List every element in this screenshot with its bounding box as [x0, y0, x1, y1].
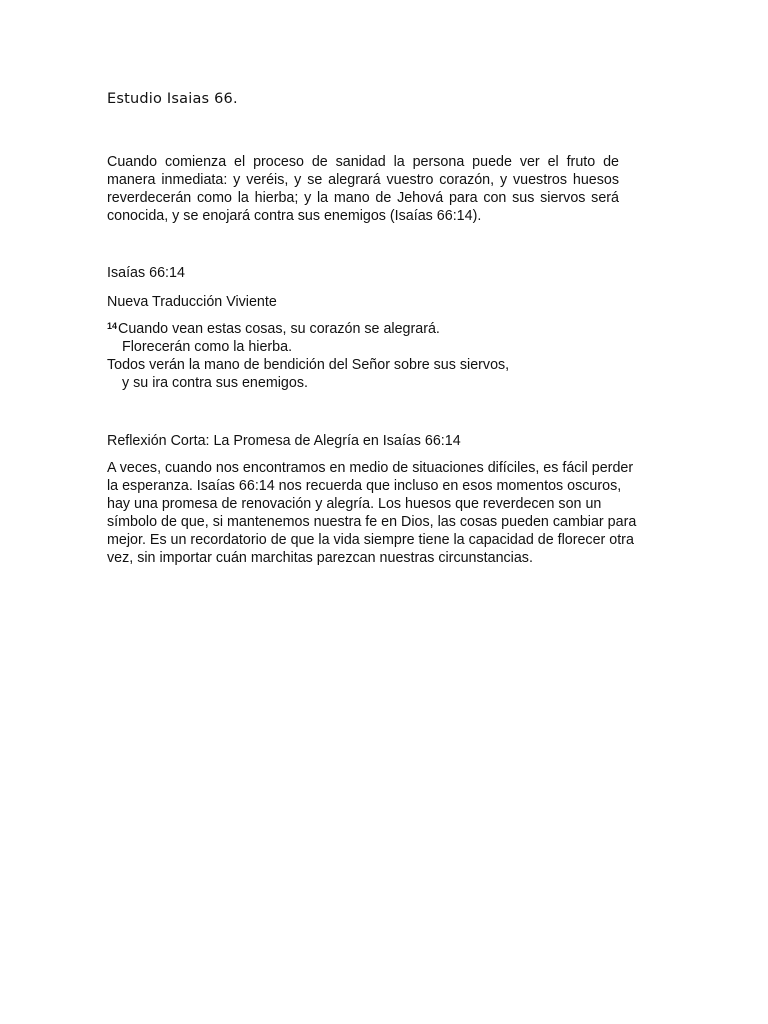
verse-number: 14: [107, 321, 118, 331]
verse-block: [107, 320, 509, 392]
reflection-line: mejor. Es un recordatorio de que la vida siempre tiene la capacidad de florecer otra: [107, 532, 634, 548]
document-title: Estudio Isaias 66.: [107, 91, 238, 107]
reflection-line: hay una promesa de renovación y alegría. Los huesos que reverdecen son un: [107, 496, 602, 512]
reflection-heading: Reflexión Corta: La Promesa de Alegría en Isaías 66:14: [107, 433, 461, 449]
reflection-line: la esperanza. Isaías 66:14 nos recuerda que incluso en esos momentos oscuros,: [107, 478, 622, 494]
reflection-line: símbolo de que, si mantenemos nuestra fe en Dios, las cosas pueden cambiar para: [107, 514, 637, 530]
reflection-paragraph: [107, 459, 637, 567]
scripture-reference: Isaías 66:14: [107, 265, 185, 281]
reflection-line: A veces, cuando nos encontramos en medio de situaciones difíciles, es fácil perder: [107, 460, 634, 476]
verse-text: Cuando vean estas cosas, su corazón se alegrará.: [118, 321, 440, 337]
verse-line: Todos verán la mano de bendición del Señor sobre sus siervos,: [107, 357, 510, 373]
reflection-line: vez, sin importar cuán marchitas parezcan nuestras circunstancias.: [107, 550, 533, 566]
translation-name: Nueva Traducción Viviente: [107, 294, 277, 310]
verse-line: [107, 320, 509, 338]
intro-paragraph: Cuando comienza el proceso de sanidad la persona puede ver el fruto de manera inmediata: y veréis, y se alegrará vuestro corazón, y vuestros huesos reverdecerán como la hierba; y la mano de Jehová para con sus siervos será conocida, y se enojará contra sus enemigos (Isaías 66:14).: [107, 154, 619, 224]
verse-line: y su ira contra sus enemigos.: [122, 375, 308, 391]
verse-line: Florecerán como la hierba.: [122, 339, 293, 355]
